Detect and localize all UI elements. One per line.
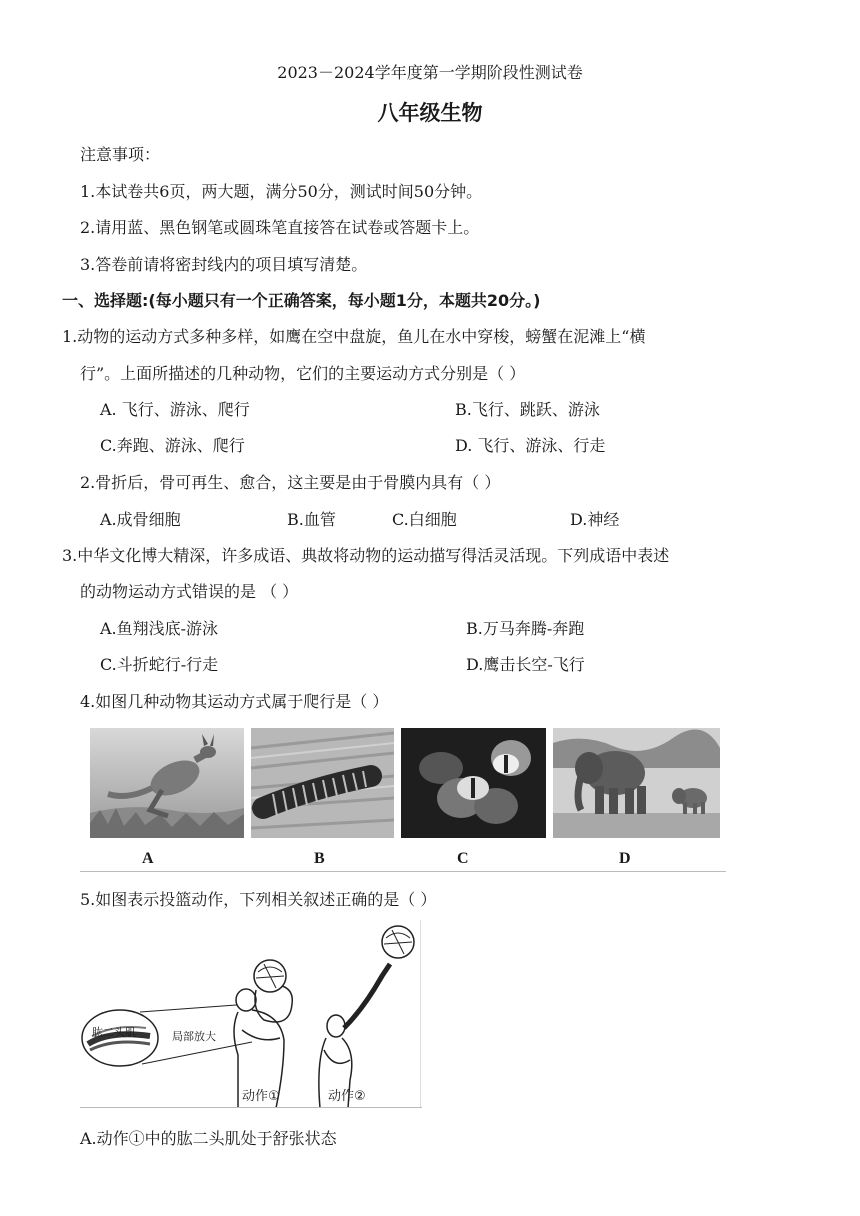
note-item-3: 3.答卷前请将密封线内的项目填写清楚。: [80, 255, 368, 274]
figure-5-right-edge: [420, 920, 421, 1108]
photo-label-d: D: [619, 850, 631, 867]
q2-option-d: D.神经: [570, 510, 620, 529]
question-3-line-2: 的动物运动方式错误的是 （ ）: [80, 582, 299, 601]
note-item-1: 1.本试卷共6页，两大题，满分50分，测试时间50分钟。: [80, 182, 483, 201]
section-heading: 一、选择题:(每小题只有一个正确答案，每小题1分，本题共20分。): [62, 291, 541, 310]
label-biceps: 肱二头肌: [92, 1026, 136, 1039]
photo-label-c: C: [457, 850, 469, 867]
question-2-line-1: 2.骨折后，骨可再生、愈合，这主要是由于骨膜内具有（ ）: [80, 473, 501, 492]
photo-millipede: [251, 728, 394, 838]
question-4-line-1: 4.如图几种动物其运动方式属于爬行是（ ）: [80, 692, 389, 711]
q1-option-c: C.奔跑、游泳、爬行: [100, 436, 245, 455]
q3-option-a: A.鱼翔浅底-游泳: [100, 619, 219, 638]
q2-option-b: B.血管: [287, 510, 336, 529]
label-action-2: 动作②: [328, 1089, 366, 1104]
basketball-figure: [80, 920, 420, 1108]
question-5-line-1: 5.如图表示投篮动作，下列相关叙述正确的是（ ）: [80, 890, 437, 909]
photo-elephants: [553, 728, 720, 838]
question-1-line-1: 1.动物的运动方式多种多样，如鹰在空中盘旋，鱼儿在水中穿梭，螃蟹在泥滩上“横: [62, 327, 646, 346]
q3-option-d: D.鹰击长空-飞行: [466, 655, 585, 674]
q1-option-d: D. 飞行、游泳、行走: [455, 436, 606, 455]
q2-option-c: C.白细胞: [392, 510, 457, 529]
q1-option-b: B.飞行、跳跃、游泳: [455, 400, 600, 419]
q5-option-a: A.动作①中的肱二头肌处于舒张状态: [80, 1129, 337, 1148]
question-3-line-1: 3.中华文化博大精深，许多成语、典故将动物的运动描写得活灵活现。下列成语中表述: [62, 546, 670, 565]
q2-option-a: A.成骨细胞: [100, 510, 181, 529]
photo-label-a: A: [142, 850, 154, 867]
exam-subtitle: 2023－2024学年度第一学期阶段性测试卷: [277, 63, 583, 82]
exam-title: 八年级生物: [377, 101, 483, 125]
q3-option-b: B.万马奔腾-奔跑: [466, 619, 585, 638]
q3-option-c: C.斗折蛇行-行走: [100, 655, 219, 674]
label-zoom: 局部放大: [172, 1030, 216, 1043]
photo-label-b: B: [314, 850, 325, 867]
notes-heading: 注意事项：: [80, 145, 161, 164]
photo-clownfish: [401, 728, 546, 838]
q1-option-a: A. 飞行、游泳、爬行: [100, 400, 250, 419]
figure-4-baseline: [80, 871, 726, 872]
question-1-line-2: 行”。上面所描述的几种动物，它们的主要运动方式分别是（ ）: [80, 364, 526, 383]
label-action-1: 动作①: [242, 1089, 280, 1104]
photo-kangaroo: [90, 728, 244, 838]
note-item-2: 2.请用蓝、黑色钢笔或圆珠笔直接答在试卷或答题卡上。: [80, 218, 480, 237]
figure-5-baseline: [80, 1107, 422, 1108]
